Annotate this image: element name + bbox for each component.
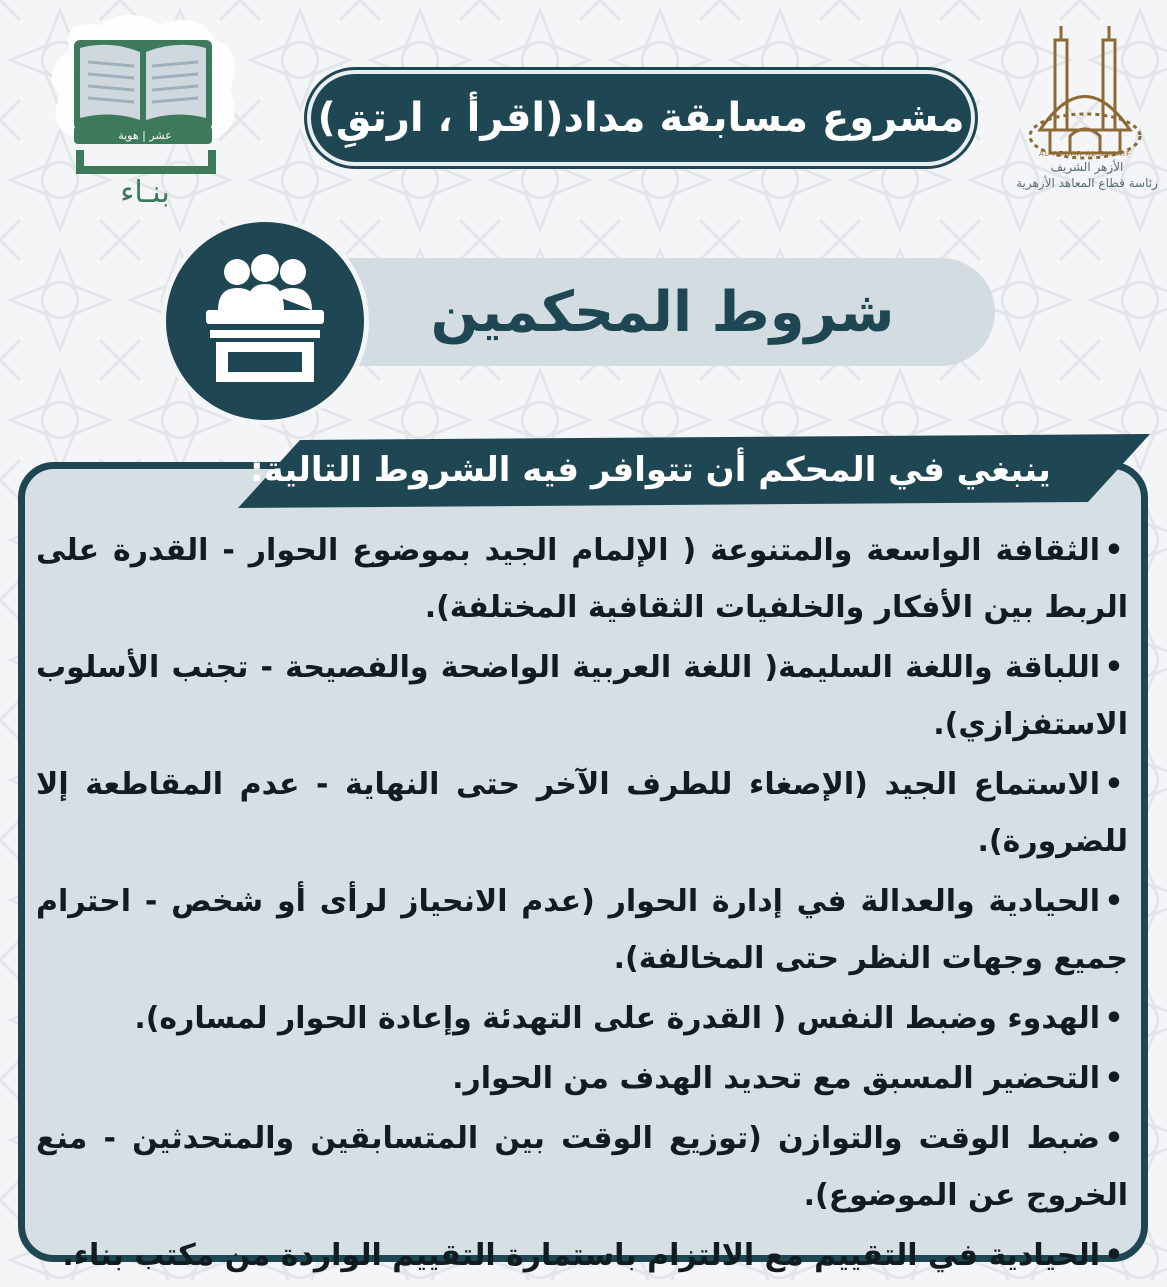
- azhar-mosque-emblem: [1010, 18, 1160, 163]
- list-item: •الاستماع الجيد (الإصغاء للطرف الآخر حتى النهاية - عدم المقاطعة إلا للضرورة).: [36, 756, 1128, 870]
- bina-badge: عشر | هوية: [118, 129, 172, 142]
- bullet-mark: •: [1104, 533, 1124, 568]
- bullet-mark: •: [1104, 1238, 1124, 1273]
- azhar-sector: رئاسة قطاع المعاهد الأزهرية: [1016, 176, 1158, 190]
- bina-brand-text: بنـاء: [120, 175, 170, 210]
- bullet-mark: •: [1104, 884, 1124, 919]
- bina-logo: [40, 10, 250, 210]
- judges-panel-icon: [166, 222, 364, 420]
- azhar-name: الأزهر الشريف: [1050, 160, 1124, 174]
- section-title: شروط المحكمين: [430, 279, 895, 345]
- bullet-mark: •: [1104, 1061, 1124, 1096]
- open-book-icon: [74, 40, 212, 130]
- bullet-mark: •: [1104, 650, 1124, 685]
- list-item: •الحيادية والعدالة في إدارة الحوار (عدم الانحياز لرأى أو شخص - احترام جميع وجهات النظر حتى المخالفة).: [36, 873, 1128, 987]
- azhar-latin: AL AZHAR AL SHARIF: [1038, 150, 1131, 158]
- project-title-banner: [307, 70, 975, 166]
- bullet-mark: •: [1104, 1121, 1124, 1156]
- bullet-mark: •: [1104, 767, 1124, 802]
- bullet-mark: •: [1104, 1001, 1124, 1036]
- list-item: •اللباقة واللغة السليمة( اللغة العربية الواضحة والفصيحة - تجنب الأسلوب الاستفزازي).: [36, 639, 1128, 753]
- list-item: •الحيادية في التقييم مع الالتزام باستمارة التقييم الواردة من مكتب بناء.: [36, 1227, 1128, 1284]
- list-item: •الهدوء وضبط النفس ( القدرة على التهدئة وإعادة الحوار لمساره).: [36, 990, 1128, 1047]
- intro-text: ينبغي في المحكم أن تتوافر فيه الشروط التالية:: [250, 450, 1051, 490]
- conditions-list: [36, 522, 1128, 1287]
- list-item: •الثقافة الواسعة والمتنوعة ( الإلمام الجيد بموضوع الحوار - القدرة على الربط بين الأفكار والخلفيات الثقافية المختلفة).: [36, 522, 1128, 636]
- list-item: •التحضير المسبق مع تحديد الهدف من الحوار.: [36, 1050, 1128, 1107]
- list-item: •ضبط الوقت والتوازن (توزيع الوقت بين المتسابقين والمتحدثين - منع الخروج عن الموضوع).: [36, 1110, 1128, 1224]
- project-title: مشروع مسابقة مداد(اقرأ ، ارتقِ): [317, 95, 965, 141]
